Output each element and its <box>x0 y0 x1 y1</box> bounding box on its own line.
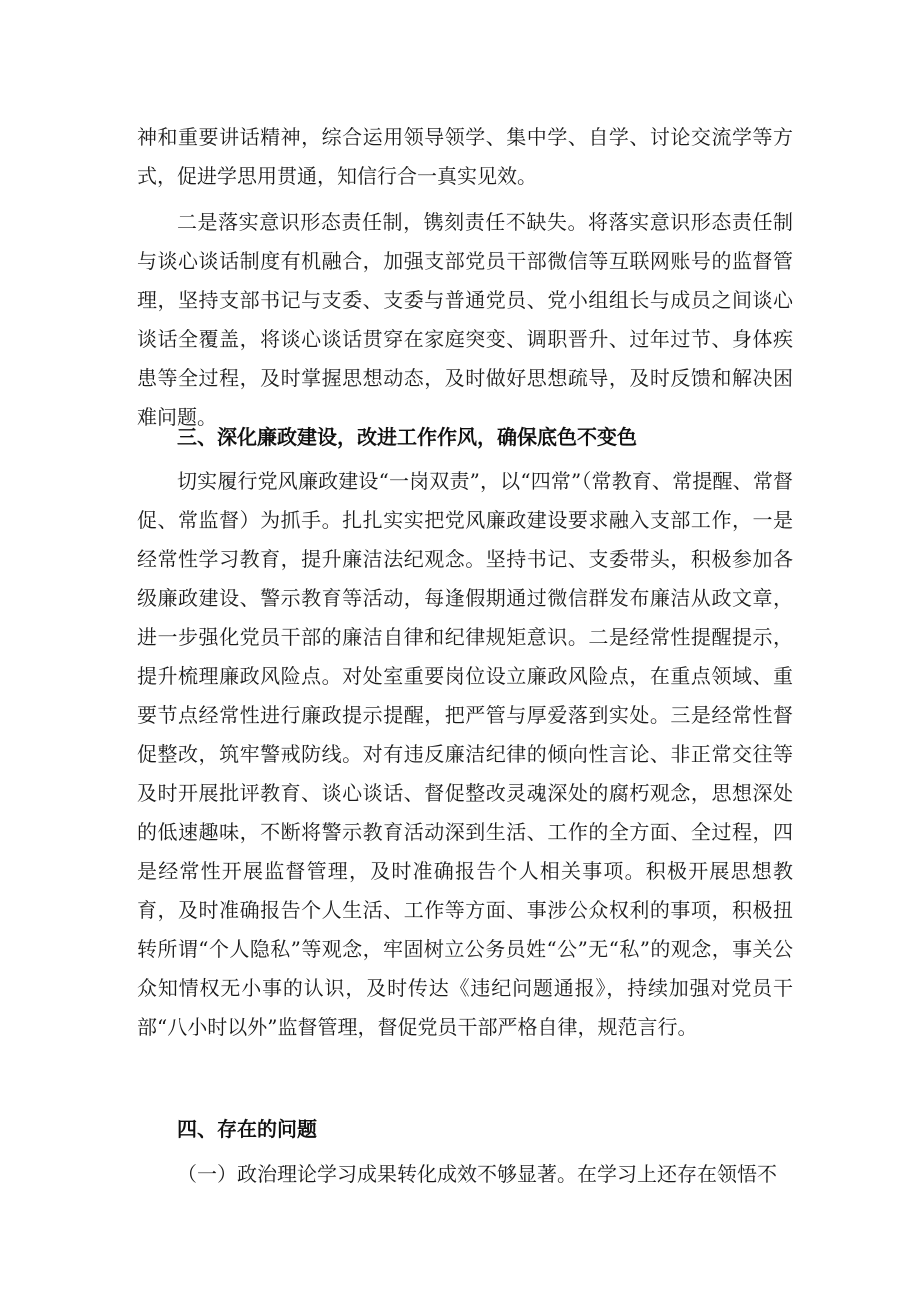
section-heading-problems: 四、存在的问题 <box>177 1117 317 1141</box>
paragraph-ideology-responsibility: 二是落实意识形态责任制，镌刻责任不缺失。将落实意识形态责任制与谈心谈话制度有机融合，加强支部党员干部微信等互联网账号的监督管理，坚持支部书记与支委、支委与普通党员、党小组组长与成员之间谈心谈话全覆盖，将谈心谈话贯穿在家庭突变、调职晋升、过年过节、身体疾患等全过程，及时掌握思想动态，及时做好思想疏导，及时反馈和解决困难问题。 <box>137 210 793 429</box>
paragraph-continuation: 神和重要讲话精神，综合运用领导领学、集中学、自学、讨论交流学等方式，促进学思用贯通，知信行合一真实见效。 <box>137 125 793 188</box>
section-heading-integrity: 三、深化廉政建设，改进工作作风，确保底色不变色 <box>177 425 637 449</box>
paragraph-integrity-building: 切实履行党风廉政建设“一岗双责”，以“四常”（常教育、常提醒、常督促、常监督）为抓手。扎扎实实把党风廉政建设要求融入支部工作，一是经常性学习教育，提升廉洁法纪观念。坚持书记、支委带头，积极参加各级廉政建设、警示教育等活动，每逢假期通过微信群发布廉洁从政文章，进一步强化党员干部的廉洁自律和纪律规矩意识。二是经常性提醒提示，提升梳理廉政风险点。对处室重要岗位设立廉政风险点，在重点领域、重要节点经常性进行廉政提示提醒，把严管与厚爱落到实处。三是经常性督促整改，筑牢警戒防线。对有违反廉洁纪律的倾向性言论、非正常交往等及时开展批评教育、谈心谈话、督促整改灵魂深处的腐朽观念，思想深处的低速趣味，不断将警示教育活动深到生活、工作的全方面、全过程，四是经常性开展监督管理，及时准确报告个人相关事项。积极开展思想教育，及时准确报告个人生活、工作等方面、事涉公众权利的事项，积极扭转所谓“个人隐私”等观念，牢固树立公务员姓“公”无“私”的观念，事关公众知情权无小事的认识，及时传达《违纪问题通报》，持续加强对党员干部“八小时以外”监督管理，督促党员干部严格自律，规范言行。 <box>137 469 793 1039</box>
paragraph-problem-one: （一）政治理论学习成果转化成效不够显著。在学习上还存在领悟不 <box>177 1162 777 1186</box>
